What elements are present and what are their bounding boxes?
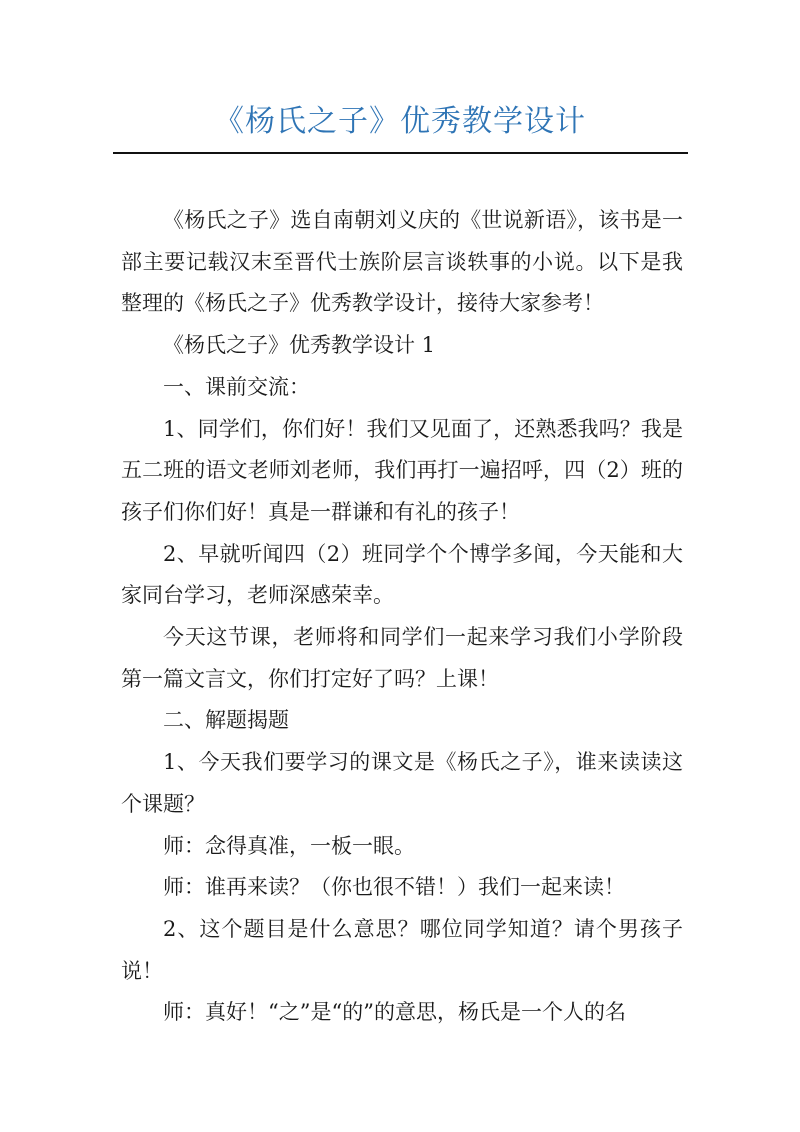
paragraph-intro: 《杨氏之子》选自南朝刘义庆的《世说新语》，该书是一部主要记载汉末至晋代士族阶层言谈轶事的小说。以下是我整理的《杨氏之子》优秀教学设计，接待大家参考！: [121, 208, 683, 316]
paragraph-section-heading: 《杨氏之子》优秀教学设计 1: [163, 333, 436, 358]
paragraph-teacher-explain: 师：真好！“之”是“的”的意思，杨氏是一个人的名: [163, 1000, 626, 1025]
document-title: 《杨氏之子》优秀教学设计: [214, 104, 586, 139]
paragraph-part-one: 一、课前交流：: [163, 374, 310, 399]
document-body: [121, 200, 683, 1034]
paragraph-teacher-praise-1: 师：念得真准，一板一眼。: [163, 833, 415, 858]
paragraph-greeting: 1、同学们，你们好！我们又见面了，还熟悉我吗？我是五二班的语文老师刘老师，我们再打一遍招呼，四（2）班的孩子们你们好！真是一群谦和有礼的孩子！: [121, 416, 683, 524]
paragraph-part-two: 二、解题揭题: [163, 708, 289, 733]
paragraph-teacher-praise-2: 师：谁再来读？（你也很不错！）我们一起来读！: [163, 875, 625, 900]
paragraph-lesson-start: 今天这节课，老师将和同学们一起来学习我们小学阶段第一篇文言文，你们打定好了吗？上课！: [121, 625, 683, 691]
paragraph-read-title: 1、今天我们要学习的课文是《杨氏之子》，谁来读读这个课题？: [121, 750, 683, 816]
paragraph-title-meaning: 2、这个题目是什么意思？哪位同学知道？请个男孩子说！: [121, 916, 683, 983]
title-underline: [113, 152, 688, 154]
paragraph-honor: 2、早就听闻四（2）班同学个个博学多闻，今天能和大家同台学习，老师深感荣幸。: [121, 541, 683, 608]
